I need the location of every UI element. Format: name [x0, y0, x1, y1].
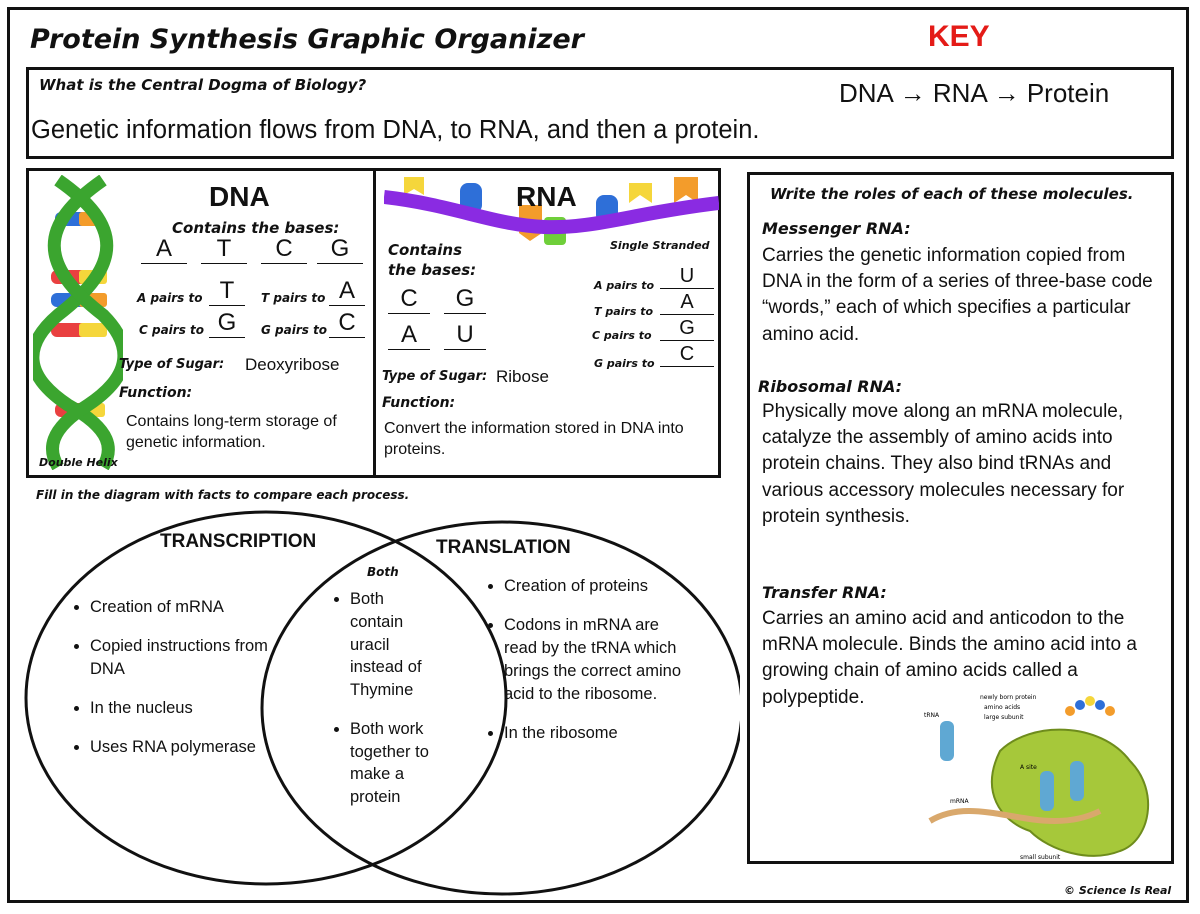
dna-base-3: C — [261, 235, 307, 264]
rna-box — [373, 168, 721, 478]
page-title: Protein Synthesis Graphic Organizer — [30, 24, 584, 55]
translation-item: • Codons in mRNA are read by the tRNA which brings the correct amino acid to the ribosome. — [504, 614, 686, 706]
ribosome-illustration — [920, 691, 1170, 863]
dna-sugar-value: Deoxyribose — [245, 355, 340, 374]
dna-pair-label-c: C pairs to — [139, 323, 205, 337]
rna-sugar-value: Ribose — [496, 367, 549, 386]
dna-function-label: Function: — [119, 385, 193, 401]
dna-title: DNA — [209, 181, 270, 212]
roles-heading: Write the roles of each of these molecules. — [770, 185, 1134, 203]
transcription-title: TRANSCRIPTION — [160, 531, 317, 552]
rna-pair-value-a: U — [660, 265, 714, 289]
rna-pair-value-c: G — [660, 317, 714, 341]
rna-pair-value-g: C — [660, 343, 714, 367]
transcription-item: • Creation of mRNA — [90, 596, 272, 619]
rna-base-2: G — [444, 285, 486, 314]
key-label: KEY — [928, 20, 990, 53]
rna-strand-label: Single Stranded — [610, 239, 710, 252]
rna-contains-label: Contains the bases: — [388, 241, 477, 279]
mrna-role: Carries the genetic information copied from DNA in the form of a series of three-base code “words,” each of which specifies a particular amino acid. — [762, 245, 1153, 345]
rna-base-3: A — [388, 321, 430, 350]
ribosome-label: A site — [1020, 764, 1037, 771]
both-list — [332, 588, 440, 825]
translation-item: • Creation of proteins — [504, 575, 686, 598]
ribosome-label: small subunit — [1020, 854, 1061, 861]
rna-function-value: Convert the information stored in DNA into proteins. — [384, 420, 684, 458]
rna-base-4: U — [444, 321, 486, 350]
ribosome-label: mRNA — [950, 798, 969, 805]
dna-pair-label-g: G pairs to — [261, 323, 328, 337]
trna-label: Transfer RNA: — [762, 583, 887, 602]
dna-pair-value-g: C — [329, 309, 365, 338]
dna-base-2: T — [201, 235, 247, 264]
both-item: • Both contain uracil instead of Thymine — [350, 588, 440, 702]
dna-pair-value-a: T — [209, 277, 245, 306]
dna-pair-label-t: T pairs to — [261, 291, 326, 305]
dogma-answer: Genetic information flows from DNA, to RNA, and then a protein. — [31, 116, 760, 144]
transcription-item: • Copied instructions from DNA — [90, 635, 272, 681]
dna-helix-illustration — [33, 175, 123, 470]
dna-function-value: Contains long-term storage of genetic information. — [126, 413, 337, 451]
dna-pair-value-c: G — [209, 309, 245, 338]
dna-box — [26, 168, 376, 478]
translation-title: TRANSLATION — [436, 537, 571, 558]
dna-base-1: A — [141, 235, 187, 264]
rna-sugar-label: Type of Sugar: — [382, 369, 488, 384]
both-title: Both — [367, 565, 399, 579]
rna-pair-value-t: A — [660, 291, 714, 315]
dna-pair-label-a: A pairs to — [137, 291, 203, 305]
venn-instruction: Fill in the diagram with facts to compare each process. — [36, 488, 410, 502]
rna-pair-label-t: T pairs to — [594, 305, 654, 318]
rna-title: RNA — [516, 181, 577, 212]
transcription-item: • Uses RNA polymerase — [90, 736, 272, 759]
roles-box — [747, 172, 1174, 864]
transcription-list — [72, 596, 272, 775]
double-helix-label: Double Helix — [39, 456, 118, 469]
transcription-item: • In the nucleus — [90, 697, 272, 720]
ribosome-label: large subunit — [984, 714, 1024, 721]
dna-sugar-label: Type of Sugar: — [119, 357, 225, 372]
translation-list — [486, 575, 686, 762]
ribosome-label: newly born protein — [980, 694, 1037, 701]
both-item: • Both work together to make a protein — [350, 718, 440, 809]
dogma-question: What is the Central Dogma of Biology? — [39, 76, 367, 94]
rna-pair-label-g: G pairs to — [594, 357, 655, 370]
rrna-role: Physically move along an mRNA molecule, catalyze the assembly of amino acids into protein chains. They also bind tRNAs and various accessory molecules necessary for protein synthesis. — [762, 401, 1125, 527]
rna-base-1: C — [388, 285, 430, 314]
dogma-formula: DNA → RNA → Protein — [839, 78, 1110, 108]
dna-pair-value-t: A — [329, 277, 365, 306]
ribosome-label: amino acids — [984, 704, 1021, 711]
rna-pair-label-a: A pairs to — [594, 279, 655, 292]
rrna-label: Ribosomal RNA: — [758, 377, 903, 396]
translation-item: • In the ribosome — [504, 722, 686, 745]
central-dogma-box — [26, 67, 1174, 159]
dna-contains-label: Contains the bases: — [172, 219, 340, 237]
rna-function-label: Function: — [382, 395, 456, 411]
copyright-credit: © Science Is Real — [1064, 884, 1172, 897]
dna-base-4: G — [317, 235, 363, 264]
rna-pair-label-c: C pairs to — [592, 329, 652, 342]
mrna-label: Messenger RNA: — [762, 219, 911, 238]
ribosome-label: tRNA — [924, 712, 940, 719]
trna-role: Carries an amino acid and anticodon to the mRNA molecule. Binds the amino acid into a growing chain of amino acids called a polypeptide. — [762, 608, 1137, 708]
